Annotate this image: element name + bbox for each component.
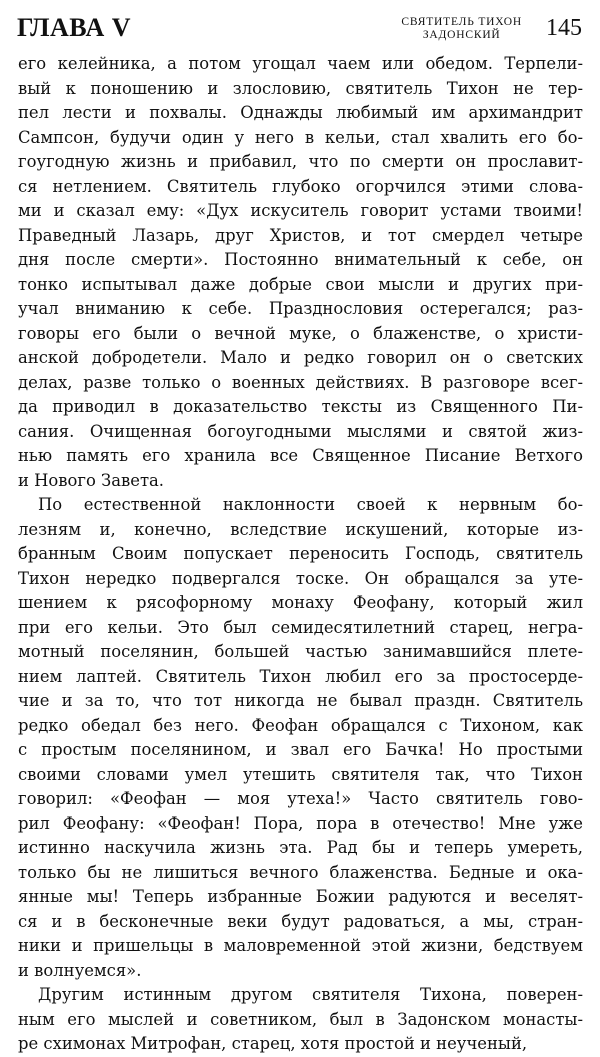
body-text bbox=[18, 52, 583, 1057]
text-line: говорил: «Феофан — моя утеха!» Часто святитель гово- bbox=[18, 789, 583, 808]
text-line: янные мы! Теперь избранные Божии радуются и веселят- bbox=[18, 887, 583, 906]
text-line: и Нового Завета. bbox=[18, 470, 165, 490]
paragraph bbox=[18, 983, 583, 1057]
paragraph bbox=[18, 493, 583, 983]
text-line: мотный поселянин, большей частью занимавшийся плете- bbox=[18, 642, 583, 661]
text-line: пел лести и похвалы. Однажды любимый им архимандрит bbox=[18, 103, 583, 122]
page-number: 145 bbox=[546, 15, 582, 41]
running-title-line: ЗАДОНСКИЙ bbox=[422, 29, 501, 41]
text-line: делах, разве только о военных действиях. В разговоре всег- bbox=[18, 372, 583, 392]
text-line: Тихон нередко подвергался тоске. Он обращался за уте- bbox=[18, 568, 583, 588]
running-title bbox=[401, 16, 522, 42]
text-line: сания. Очищенная богоугодными мыслями и святой жиз- bbox=[18, 421, 583, 441]
page-header bbox=[17, 12, 582, 48]
paragraph bbox=[18, 52, 583, 493]
text-line: лезням и, конечно, вследствие искушений, которые из- bbox=[18, 519, 583, 539]
text-line: Праведный Лазарь, друг Христов, и тот смердел четыре bbox=[18, 225, 583, 245]
text-line: тонко испытывал даже добрые свои мысли и других при- bbox=[18, 274, 583, 294]
text-line: ся и в бесконечные веки будут радоваться, а мы, стран- bbox=[18, 911, 583, 931]
text-line: рил Феофану: «Феофан! Пора, пора в отечество! Мне уже bbox=[18, 813, 583, 833]
text-line: учал вниманию к себе. Празднословия остерегался; раз- bbox=[18, 299, 583, 318]
text-line: нием лаптей. Святитель Тихон любил его за простосерде- bbox=[18, 666, 583, 686]
text-line: дня после смерти». Постоянно внимательный к себе, он bbox=[18, 250, 583, 269]
text-line: гоугодную жизнь и прибавил, что по смерти он прославит- bbox=[18, 152, 583, 171]
text-line: своими словами умел утешить святителя так, что Тихон bbox=[18, 764, 583, 784]
text-line: чие и за то, что тот никогда не бывал праздн. Святитель bbox=[18, 691, 583, 710]
text-line: с простым поселянином, и звал его Бачка! Но простыми bbox=[18, 740, 583, 759]
text-line: ники и пришельцы в маловременной этой жизни, бедствуем bbox=[18, 936, 583, 955]
text-line: ся нетлением. Святитель глубоко огорчился этими слова- bbox=[18, 176, 583, 196]
text-line: шением к рясофорному монаху Феофану, который жил bbox=[18, 593, 583, 612]
running-title-line: СВЯТИТЕЛЬ ТИХОН bbox=[401, 16, 522, 28]
text-line: анской добродетели. Мало и редко говорил он о светских bbox=[18, 348, 583, 367]
chapter-title: ГЛАВА V bbox=[17, 13, 132, 42]
text-line: истинно наскучила жизнь эта. Рад бы и теперь умереть, bbox=[18, 838, 583, 857]
text-line: да приводил в доказательство тексты из Священного Пи- bbox=[18, 397, 583, 416]
text-line: его келейника, а потом угощал чаем или обедом. Терпели- bbox=[18, 54, 583, 73]
text-line: ным его мыслей и советником, был в Задонском монасты- bbox=[18, 1009, 583, 1029]
text-line: и волнуемся». bbox=[18, 960, 142, 980]
text-line: бранным Своим попускает переносить Господь, святитель bbox=[18, 544, 583, 563]
text-line: ми и сказал ему: «Дух искуситель говорит устами твоими! bbox=[18, 201, 583, 220]
text-line: По естественной наклонности своей к нервным бо- bbox=[38, 495, 583, 514]
text-line: вый к поношению и злословию, святитель Тихон не тер- bbox=[18, 78, 583, 98]
text-line: Сампсон, будучи один у него в кельи, стал хвалить его бо- bbox=[18, 127, 583, 147]
text-line: редко обедал без него. Феофан обращался с Тихоном, как bbox=[18, 715, 583, 735]
text-line: Другим истинным другом святителя Тихона, поверен- bbox=[38, 985, 583, 1004]
text-line: нью память его хранила все Священное Писание Ветхого bbox=[18, 446, 583, 465]
text-line: только бы не лишиться вечного блаженства. Бедные и ока- bbox=[18, 862, 583, 882]
text-line: ре схимонах Митрофан, старец, хотя простой и неученый, bbox=[18, 1034, 528, 1053]
text-line: при его кельи. Это был семидесятилетний старец, негра- bbox=[18, 617, 583, 637]
text-line: говоры его были о вечной муке, о блаженстве, о христи- bbox=[18, 323, 583, 343]
